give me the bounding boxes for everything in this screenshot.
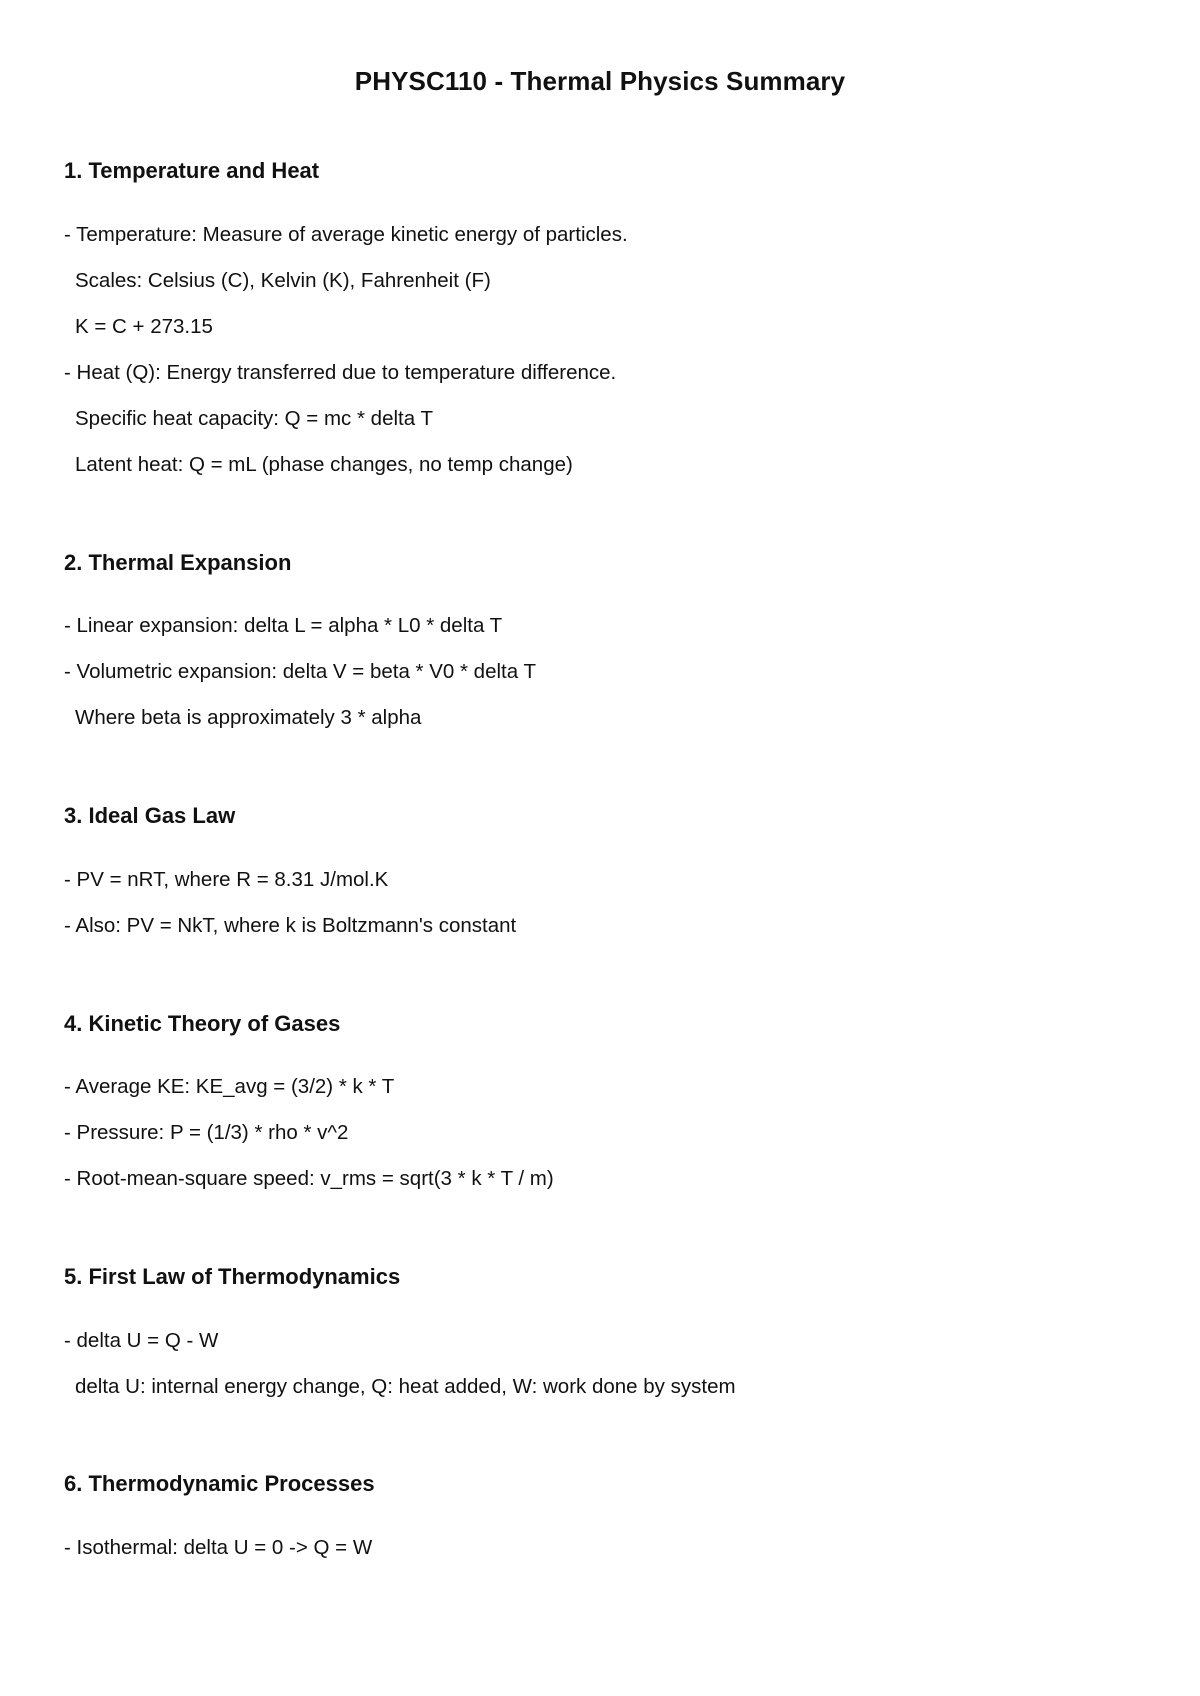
section-heading-kinetic-theory-of-gases: 4. Kinetic Theory of Gases bbox=[64, 1011, 341, 1036]
body-line: - Pressure: P = (1/3) * rho * v^2 bbox=[64, 1121, 349, 1144]
section-heading-first-law-of-thermodynamics: 5. First Law of Thermodynamics bbox=[64, 1264, 401, 1289]
body-line: delta U: internal energy change, Q: heat added, W: work done by system bbox=[75, 1375, 736, 1398]
section-heading-thermal-expansion: 2. Thermal Expansion bbox=[64, 550, 292, 575]
body-line: - Heat (Q): Energy transferred due to temperature difference. bbox=[64, 361, 617, 384]
body-line: - Temperature: Measure of average kinetic energy of particles. bbox=[64, 223, 628, 246]
document-title: PHYSC110 - Thermal Physics Summary bbox=[354, 66, 846, 96]
body-line: Specific heat capacity: Q = mc * delta T bbox=[75, 407, 433, 430]
section-heading-ideal-gas-law: 3. Ideal Gas Law bbox=[64, 803, 236, 828]
body-line: - Also: PV = NkT, where k is Boltzmann's constant bbox=[64, 914, 517, 937]
body-line: - delta U = Q - W bbox=[64, 1329, 219, 1352]
body-line: - Root-mean-square speed: v_rms = sqrt(3 * k * T / m) bbox=[64, 1167, 554, 1190]
body-line: Scales: Celsius (C), Kelvin (K), Fahrenheit (F) bbox=[75, 269, 491, 292]
body-line: - Isothermal: delta U = 0 -> Q = W bbox=[64, 1536, 373, 1559]
body-line: - PV = nRT, where R = 8.31 J/mol.K bbox=[64, 868, 389, 891]
body-line: - Linear expansion: delta L = alpha * L0 * delta T bbox=[64, 614, 503, 637]
body-line: - Volumetric expansion: delta V = beta * V0 * delta T bbox=[64, 660, 536, 683]
body-line: K = C + 273.15 bbox=[75, 315, 213, 338]
section-heading-temperature-and-heat: 1. Temperature and Heat bbox=[64, 158, 320, 183]
section-heading-thermodynamic-processes: 6. Thermodynamic Processes bbox=[64, 1471, 375, 1496]
body-line: Latent heat: Q = mL (phase changes, no temp change) bbox=[75, 453, 573, 476]
body-line: Where beta is approximately 3 * alpha bbox=[75, 706, 422, 729]
body-line: - Average KE: KE_avg = (3/2) * k * T bbox=[64, 1075, 395, 1098]
